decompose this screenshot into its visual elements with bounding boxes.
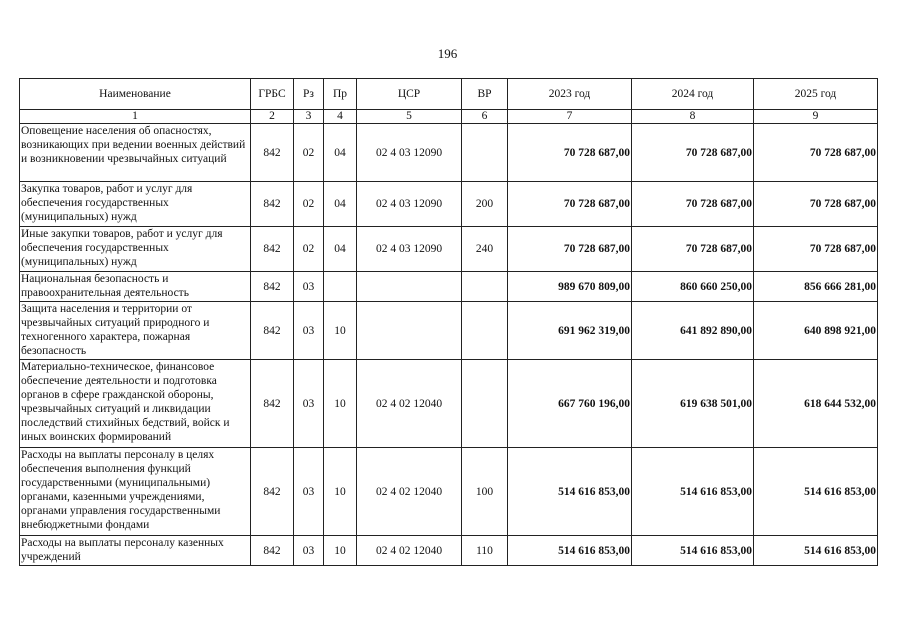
row-vr: 240 xyxy=(462,227,508,272)
row-rz: 03 xyxy=(294,360,324,448)
column-number: 9 xyxy=(754,110,878,124)
row-2025: 618 644 532,00 xyxy=(754,360,878,448)
row-2023: 667 760 196,00 xyxy=(508,360,632,448)
row-2023: 989 670 809,00 xyxy=(508,272,632,302)
row-2023: 514 616 853,00 xyxy=(508,536,632,566)
column-number: 3 xyxy=(294,110,324,124)
row-2024: 70 728 687,00 xyxy=(632,124,754,182)
row-2023: 70 728 687,00 xyxy=(508,182,632,227)
column-number: 4 xyxy=(324,110,357,124)
header-pr: Пр xyxy=(324,79,357,110)
table-row xyxy=(20,272,878,302)
header-row xyxy=(20,79,878,110)
row-vr: 110 xyxy=(462,536,508,566)
row-vr: 200 xyxy=(462,182,508,227)
row-2024: 860 660 250,00 xyxy=(632,272,754,302)
row-pr: 04 xyxy=(324,227,357,272)
row-name: Расходы на выплаты персоналу казенных учреждений xyxy=(20,536,251,566)
row-pr: 10 xyxy=(324,302,357,360)
row-name: Национальная безопасность и правоохранительная деятельность xyxy=(20,272,251,302)
row-vr xyxy=(462,360,508,448)
row-csr: 02 4 02 12040 xyxy=(357,536,462,566)
row-csr: 02 4 03 12090 xyxy=(357,182,462,227)
row-2024: 514 616 853,00 xyxy=(632,448,754,536)
row-name: Оповещение населения об опасностях, возникающих при ведении военных действий и возникновении чрезвычайных ситуаций xyxy=(20,124,251,182)
row-rz: 03 xyxy=(294,448,324,536)
row-2025: 856 666 281,00 xyxy=(754,272,878,302)
table-row xyxy=(20,448,878,536)
row-pr: 10 xyxy=(324,360,357,448)
header-vr: ВР xyxy=(462,79,508,110)
row-2025: 70 728 687,00 xyxy=(754,124,878,182)
row-pr: 04 xyxy=(324,182,357,227)
row-2024: 641 892 890,00 xyxy=(632,302,754,360)
row-name: Материально-техническое, финансовое обеспечение деятельности и подготовка органов в сфере гражданской обороны, чрезвычайных ситуаций и ликвидации последствий стихийных бедствий, войск и иных воинских формирований xyxy=(20,360,251,448)
row-csr xyxy=(357,272,462,302)
header-2025: 2025 год xyxy=(754,79,878,110)
row-rz: 02 xyxy=(294,227,324,272)
row-csr: 02 4 02 12040 xyxy=(357,360,462,448)
row-name: Закупка товаров, работ и услуг для обеспечения государственных (муниципальных) нужд xyxy=(20,182,251,227)
row-2025: 70 728 687,00 xyxy=(754,227,878,272)
header-name: Наименование xyxy=(20,79,251,110)
table-row xyxy=(20,124,878,182)
row-2023: 514 616 853,00 xyxy=(508,448,632,536)
header-rz: Рз xyxy=(294,79,324,110)
row-grbs: 842 xyxy=(251,182,294,227)
row-pr xyxy=(324,272,357,302)
row-name: Расходы на выплаты персоналу в целях обеспечения выполнения функций государственными (муниципальными) органами, казенными учреждениями, органами управления государственными внебюджетными фондами xyxy=(20,448,251,536)
row-vr xyxy=(462,302,508,360)
row-grbs: 842 xyxy=(251,302,294,360)
row-grbs: 842 xyxy=(251,360,294,448)
table-row xyxy=(20,360,878,448)
row-grbs: 842 xyxy=(251,227,294,272)
row-vr: 100 xyxy=(462,448,508,536)
column-number-row xyxy=(20,110,878,124)
budget-table xyxy=(19,78,878,566)
row-csr: 02 4 03 12090 xyxy=(357,227,462,272)
row-csr: 02 4 02 12040 xyxy=(357,448,462,536)
table-row xyxy=(20,182,878,227)
row-2025: 70 728 687,00 xyxy=(754,182,878,227)
column-number: 8 xyxy=(632,110,754,124)
row-2025: 640 898 921,00 xyxy=(754,302,878,360)
row-grbs: 842 xyxy=(251,536,294,566)
row-grbs: 842 xyxy=(251,448,294,536)
column-number: 6 xyxy=(462,110,508,124)
header-2023: 2023 год xyxy=(508,79,632,110)
row-2025: 514 616 853,00 xyxy=(754,536,878,566)
row-csr: 02 4 03 12090 xyxy=(357,124,462,182)
row-csr xyxy=(357,302,462,360)
row-vr xyxy=(462,272,508,302)
column-number: 5 xyxy=(357,110,462,124)
table-row xyxy=(20,536,878,566)
row-pr: 10 xyxy=(324,536,357,566)
row-pr: 10 xyxy=(324,448,357,536)
row-rz: 03 xyxy=(294,302,324,360)
row-name: Защита населения и территории от чрезвычайных ситуаций природного и техногенного характера, пожарная безопасность xyxy=(20,302,251,360)
table-row xyxy=(20,302,878,360)
column-number: 1 xyxy=(20,110,251,124)
page-number: 196 xyxy=(437,46,458,61)
row-rz: 02 xyxy=(294,182,324,227)
row-name: Иные закупки товаров, работ и услуг для обеспечения государственных (муниципальных) нужд xyxy=(20,227,251,272)
row-2024: 514 616 853,00 xyxy=(632,536,754,566)
row-rz: 02 xyxy=(294,124,324,182)
row-2023: 691 962 319,00 xyxy=(508,302,632,360)
row-2024: 619 638 501,00 xyxy=(632,360,754,448)
column-number: 2 xyxy=(251,110,294,124)
row-2024: 70 728 687,00 xyxy=(632,182,754,227)
row-2024: 70 728 687,00 xyxy=(632,227,754,272)
header-csr: ЦСР xyxy=(357,79,462,110)
row-2025: 514 616 853,00 xyxy=(754,448,878,536)
row-pr: 04 xyxy=(324,124,357,182)
row-2023: 70 728 687,00 xyxy=(508,124,632,182)
column-number: 7 xyxy=(508,110,632,124)
row-vr xyxy=(462,124,508,182)
row-grbs: 842 xyxy=(251,272,294,302)
row-rz: 03 xyxy=(294,536,324,566)
row-rz: 03 xyxy=(294,272,324,302)
row-2023: 70 728 687,00 xyxy=(508,227,632,272)
header-grbs: ГРБС xyxy=(251,79,294,110)
row-grbs: 842 xyxy=(251,124,294,182)
header-2024: 2024 год xyxy=(632,79,754,110)
table-row xyxy=(20,227,878,272)
